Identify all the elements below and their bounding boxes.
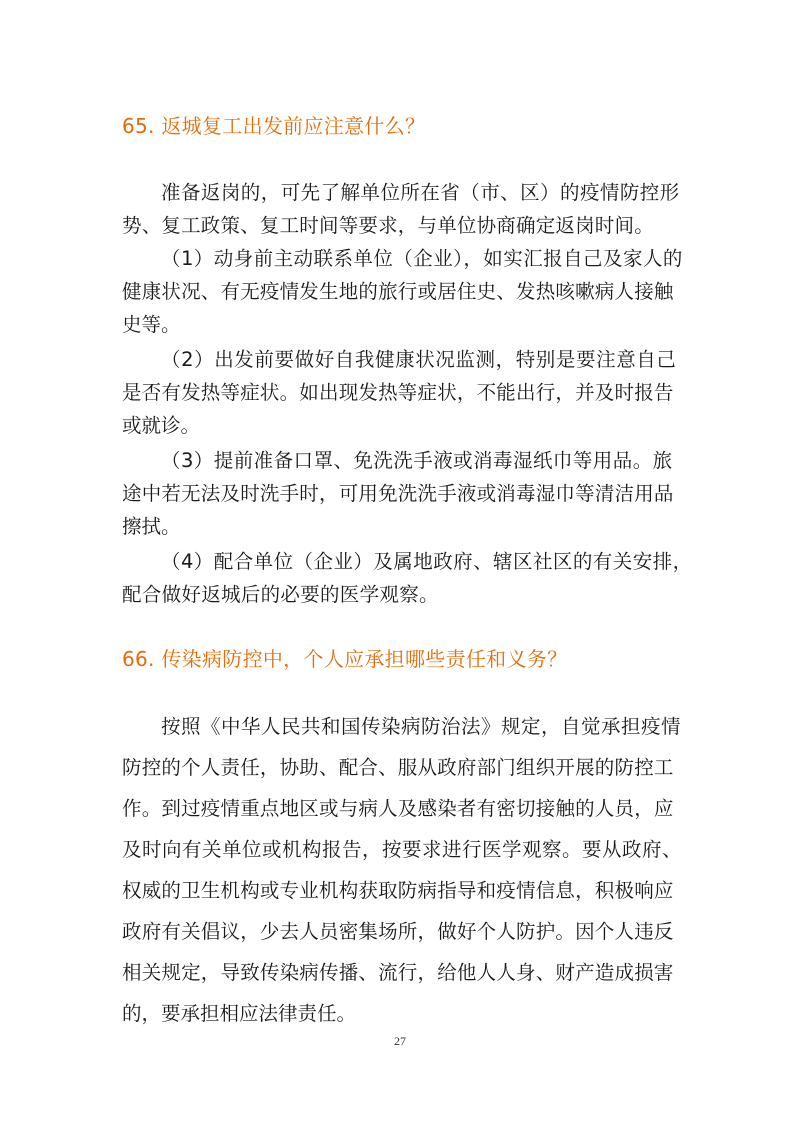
- section-65-line: （1）动身前主动联系单位（企业），如实汇报自己及家人的: [161, 247, 683, 270]
- section-66-line: 防控的个人责任，协助、配合、服从政府部门组织开展的防控工: [122, 756, 674, 779]
- section-65-line: 势、复工政策、复工时间等要求，与单位协商确定返岗时间。: [122, 214, 654, 237]
- section-66-line: 政府有关倡议，少去人员密集场所，做好个人防护。因个人违反: [122, 920, 674, 943]
- section-65-line: 途中若无法及时洗手时，可用免洗洗手液或消毒湿巾等清洁用品: [122, 482, 674, 505]
- section-66-title: 66. 传染病防控中，个人应承担哪些责任和义务？: [122, 647, 568, 671]
- page-number: 27: [394, 1034, 406, 1048]
- section-65-line: 准备返岗的，可先了解单位所在省（市、区）的疫情防控形: [161, 181, 680, 204]
- section-65-line: （4）配合单位（企业）及属地政府、辖区社区的有关安排，: [161, 550, 693, 573]
- section-65-line: （2）出发前要做好自我健康状况监测，特别是要注意自己: [161, 348, 677, 371]
- section-66-line: 权威的卫生机构或专业机构获取防病指导和疫情信息，积极响应: [122, 879, 674, 902]
- section-65-line: 或就诊。: [122, 414, 201, 437]
- section-66-line: 相关规定，导致传染病传播、流行，给他人人身、财产造成损害: [122, 961, 674, 984]
- section-66-line: 按照《中华人民共和国传染病防治法》规定，自觉承担疫情: [161, 715, 682, 738]
- section-65-line: 是否有发热等症状。如出现发热等症状，不能出行，并及时报告: [122, 381, 674, 404]
- section-66-line: 的，要承担相应法律责任。: [122, 1002, 357, 1025]
- section-65-line: 配合做好返城后的必要的医学观察。: [122, 583, 439, 606]
- section-65-title: 65. 返城复工出发前应注意什么？: [122, 114, 426, 138]
- section-66-line: 作。到过疫情重点地区或与病人及感染者有密切接触的人员，应: [122, 797, 674, 820]
- section-66-line: 及时向有关单位或机构报告，按要求进行医学观察。要从政府、: [122, 838, 683, 861]
- section-65-line: 史等。: [122, 313, 181, 336]
- section-65-line: 健康状况、有无疫情发生地的旅行或居住史、发热咳嗽病人接触: [122, 280, 674, 303]
- section-65-line: 擦拭。: [122, 515, 181, 538]
- section-65-line: （3）提前准备口罩、免洗洗手液或消毒湿纸巾等用品。旅: [161, 449, 673, 472]
